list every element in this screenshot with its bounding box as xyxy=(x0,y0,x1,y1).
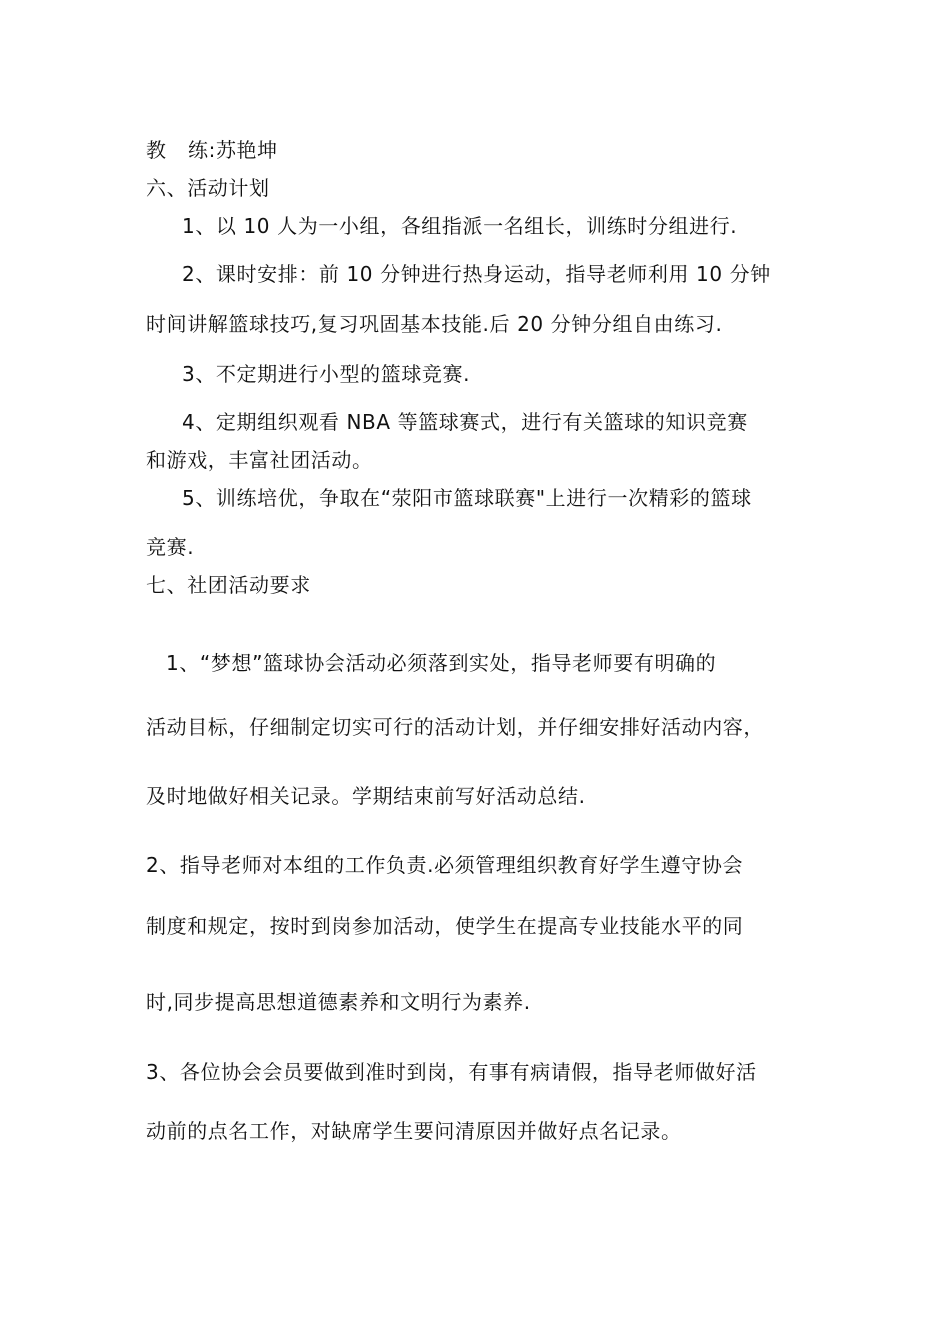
requirement-3-cont: 动前的点名工作，对缺席学生要问清原因并做好点名记录。 xyxy=(146,1119,682,1143)
coach-label: 教 xyxy=(146,138,167,162)
requirement-2: 2、指导老师对本组的工作负责.必须管理组织教育好学生遵守协会 xyxy=(146,853,744,877)
section7-heading: 七、社团活动要求 xyxy=(146,573,311,597)
plan-item-4: 4、定期组织观看 NBA 等篮球赛式，进行有关篮球的知识竞赛 xyxy=(182,410,748,434)
plan-item-5: 5、训练培优，争取在“荥阳市篮球联赛"上进行一次精彩的篮球 xyxy=(182,486,752,510)
plan-item-2: 2、课时安排：前 10 分钟进行热身运动，指导老师利用 10 分钟 xyxy=(182,262,771,286)
plan-item-1: 1、以 10 人为一小组，各组指派一名组长，训练时分组进行. xyxy=(182,214,738,238)
plan-item-4-cont: 和游戏，丰富社团活动。 xyxy=(146,448,373,472)
requirement-2-cont: 制度和规定，按时到岗参加活动，使学生在提高专业技能水平的同 xyxy=(146,914,744,938)
plan-item-5-cont: 竞赛. xyxy=(146,535,195,559)
requirement-1-end: 及时地做好相关记录。学期结束前写好活动总结. xyxy=(146,784,586,808)
plan-item-3: 3、不定期进行小型的篮球竞赛. xyxy=(182,362,471,386)
requirement-3: 3、各位协会会员要做到准时到岗，有事有病请假，指导老师做好活 xyxy=(146,1060,757,1084)
requirement-1-cont: 活动目标，仔细制定切实可行的活动计划，并仔细安排好活动内容， xyxy=(146,715,764,739)
section6-heading: 六、活动计划 xyxy=(146,176,270,200)
plan-item-2-cont: 时间讲解篮球技巧,复习巩固基本技能.后 20 分钟分组自由练习. xyxy=(146,312,723,336)
coach-value: 练:苏艳坤 xyxy=(188,138,278,162)
requirement-2-end: 时,同步提高思想道德素养和文明行为素养. xyxy=(146,990,531,1014)
requirement-1: 1、“梦想”篮球协会活动必须落到实处，指导老师要有明确的 xyxy=(166,651,717,675)
